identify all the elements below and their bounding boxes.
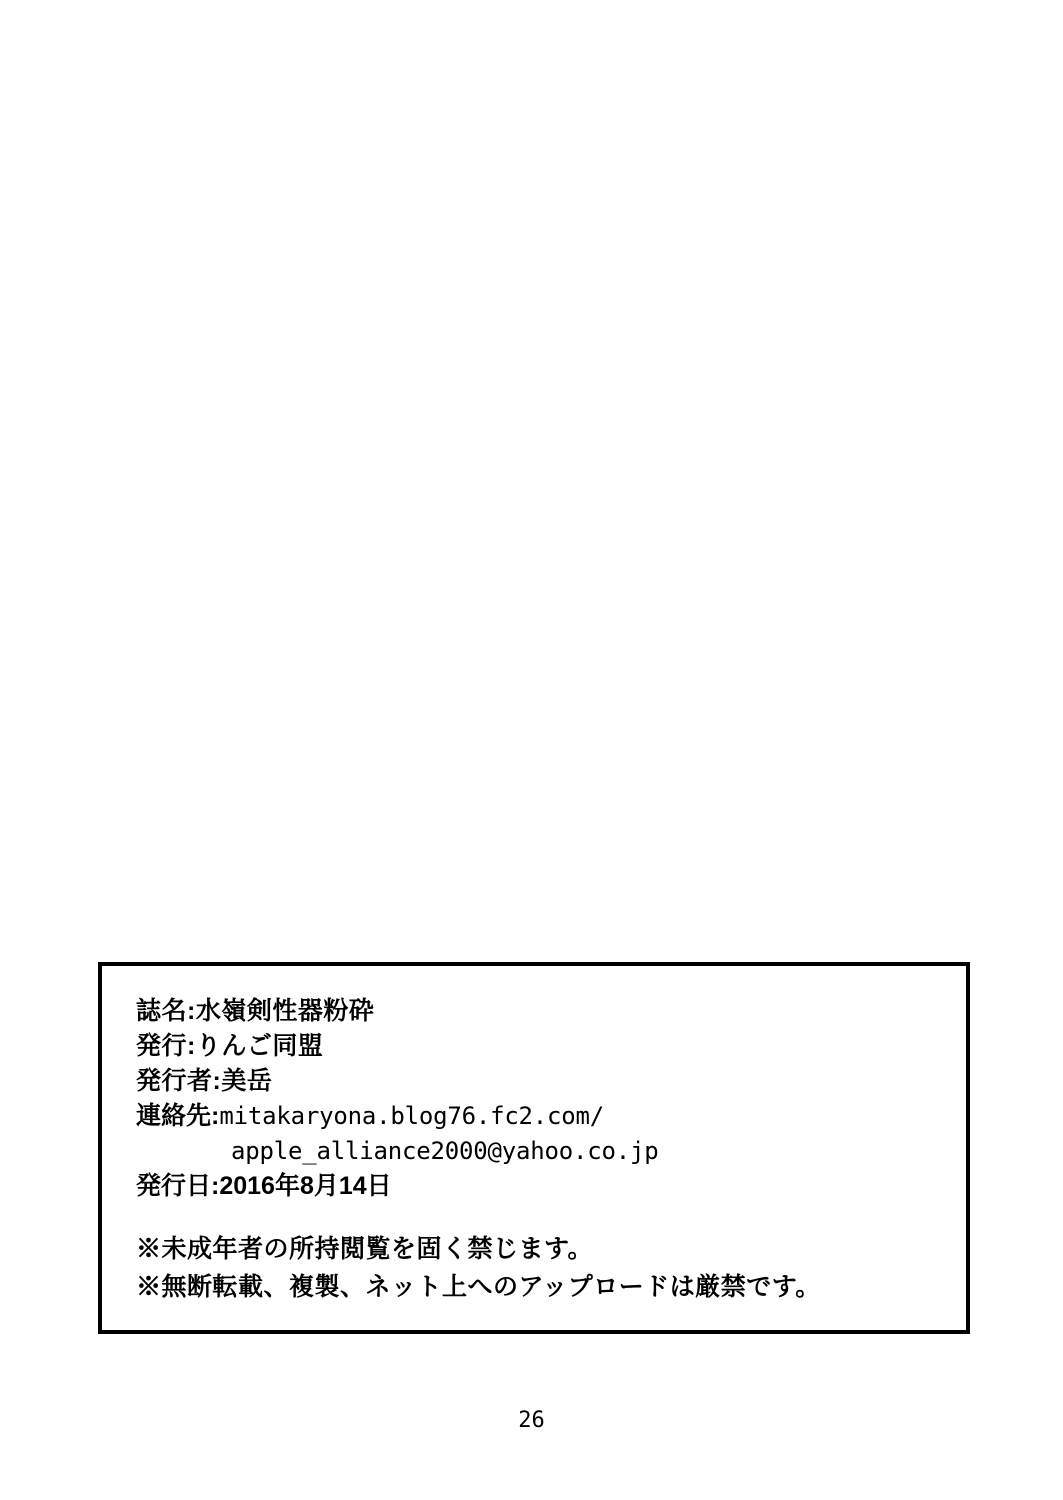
colophon-publisher-line: 発行:りんご同盟 xyxy=(136,1032,324,1060)
colophon-box xyxy=(98,962,970,1334)
colophon-content xyxy=(136,994,946,1306)
colophon-contact-line xyxy=(136,1099,946,1134)
notice-reproduction: ※無断転載、複製、ネット上へのアップロードは厳禁です。 xyxy=(136,1273,821,1301)
spacer xyxy=(136,1204,946,1230)
colophon-date-line xyxy=(136,1169,946,1204)
date-value: 2016年8月14日 xyxy=(219,1172,392,1200)
contact-email[interactable]: apple_alliance2000@yahoo.co.jp xyxy=(231,1137,659,1165)
colophon-author-line: 発行者:美岳 xyxy=(136,1067,273,1095)
colophon-title-line: 誌名:水嶺剣性器粉砕 xyxy=(136,997,375,1025)
page-number: 26 xyxy=(518,1408,545,1433)
contact-url[interactable]: mitakaryona.blog76.fc2.com/ xyxy=(219,1102,605,1130)
notice-minors: ※未成年者の所持閲覧を固く禁じます。 xyxy=(136,1235,594,1263)
date-label: 発行日: xyxy=(136,1172,220,1200)
contact-label: 連絡先: xyxy=(136,1102,220,1130)
